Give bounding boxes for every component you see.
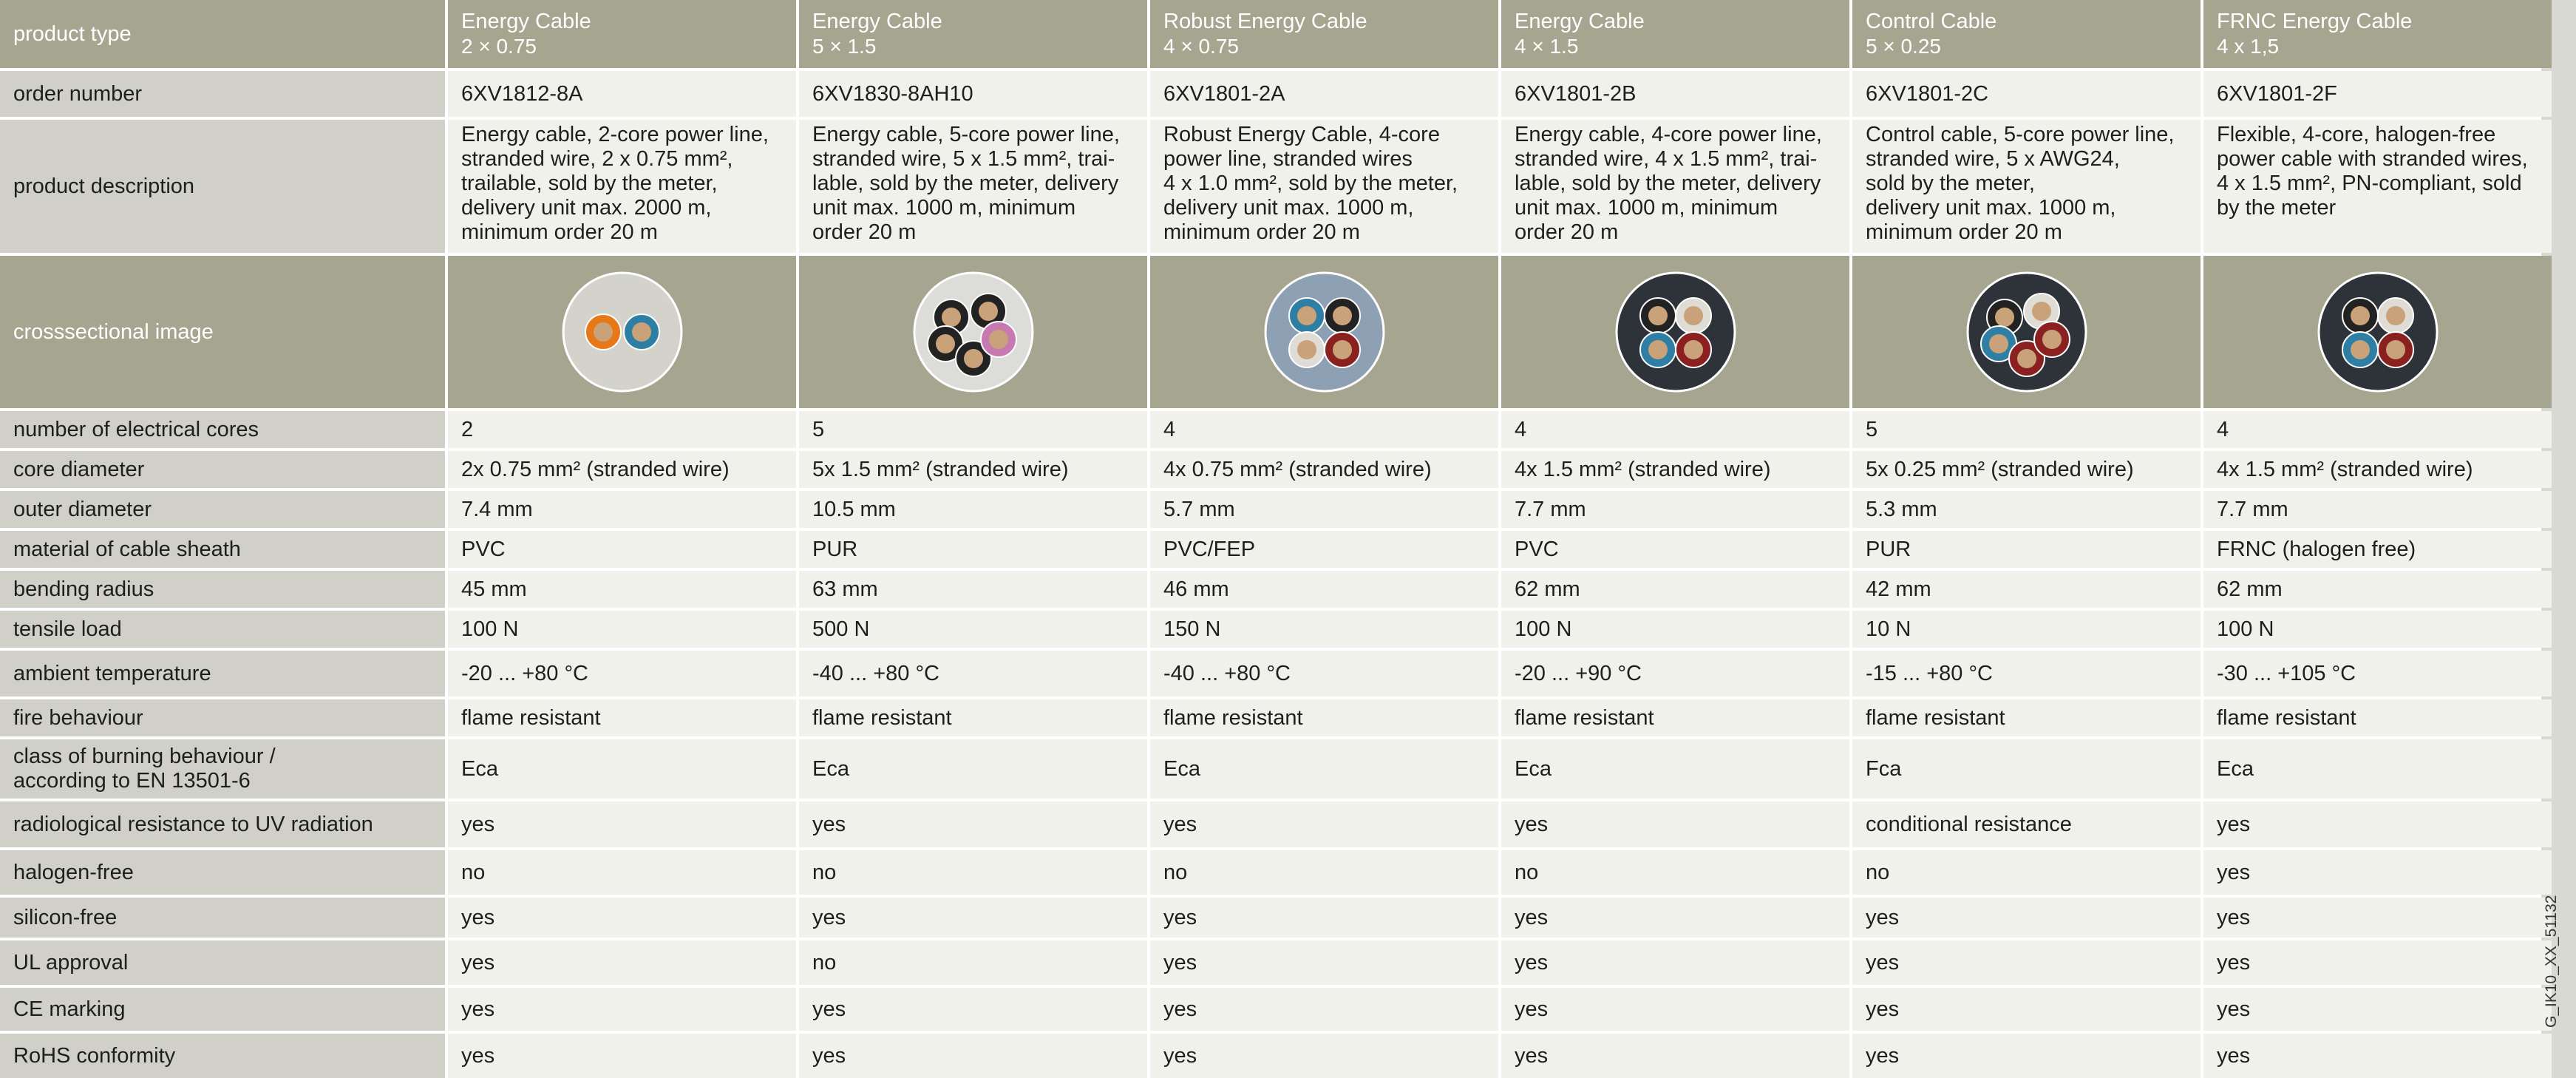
uv-value: conditional resistance (1852, 801, 2201, 847)
burning-class-value: Eca (2203, 739, 2552, 799)
uv-value: yes (1501, 801, 1849, 847)
row-label-rohs: RoHS conformity (0, 1034, 445, 1078)
product-name: Energy Cable (1515, 10, 1645, 33)
ambient-temp-value: -15 ... +80 °C (1852, 651, 2201, 696)
bending-radius-value: 62 mm (1501, 571, 1849, 608)
fire-value: flame resistant (799, 699, 1147, 736)
outer-diameter-value: 5.3 mm (1852, 491, 2201, 528)
cable-core (1325, 298, 1360, 333)
halogen-free-value: yes (2203, 850, 2552, 895)
cable-sheath (1617, 273, 1735, 391)
ce-value: yes (1501, 988, 1849, 1031)
product-size: 5 × 0.25 (1866, 35, 1941, 58)
cross-section-cell (448, 256, 796, 408)
cable-core (981, 322, 1016, 357)
silicon-free-value: yes (1150, 898, 1498, 938)
row-label-bending-radius: bending radius (0, 571, 445, 608)
cores-value: 4 (1501, 411, 1849, 448)
ul-value: no (799, 940, 1147, 985)
description-value: Flexible, 4-core, halogen-free power cable with stranded wires, 4 x 1.5 mm², PN-compliant, sold by the meter (2203, 120, 2552, 253)
cable-sheath (1265, 273, 1384, 391)
row-label-ambient-temp: ambient temperature (0, 651, 445, 696)
cores-value: 4 (1150, 411, 1498, 448)
cable-core (1289, 298, 1325, 333)
row-label-ul: UL approval (0, 940, 445, 985)
cable-core (1676, 298, 1711, 333)
ambient-temp-value: -40 ... +80 °C (1150, 651, 1498, 696)
bending-radius-value: 62 mm (2203, 571, 2552, 608)
ce-value: yes (1852, 988, 2201, 1031)
tensile-load-value: 100 N (1501, 611, 1849, 648)
cable-core (2342, 298, 2378, 333)
ul-value: yes (1150, 940, 1498, 985)
halogen-free-value: no (1852, 850, 2201, 895)
tensile-load-value: 500 N (799, 611, 1147, 648)
uv-value: yes (2203, 801, 2552, 847)
fire-value: flame resistant (1150, 699, 1498, 736)
cable-core (585, 314, 621, 350)
core-diameter-value: 2x 0.75 mm² (stranded wire) (448, 451, 796, 488)
cable-core (1676, 332, 1711, 367)
fire-value: flame resistant (2203, 699, 2552, 736)
silicon-free-value: yes (448, 898, 796, 938)
silicon-free-value: yes (1852, 898, 2201, 938)
core-diameter-value: 5x 0.25 mm² (stranded wire) (1852, 451, 2201, 488)
halogen-free-value: no (1150, 850, 1498, 895)
cable-core (624, 314, 659, 350)
cross-section-cell (2203, 256, 2552, 408)
core-diameter-value: 4x 0.75 mm² (stranded wire) (1150, 451, 1498, 488)
cable-cross-section-icon (1262, 269, 1387, 395)
core-diameter-value: 5x 1.5 mm² (stranded wire) (799, 451, 1147, 488)
row-label-order: order number (0, 71, 445, 117)
bending-radius-value: 63 mm (799, 571, 1147, 608)
rohs-value: yes (799, 1034, 1147, 1078)
cable-cross-section-icon (560, 269, 685, 395)
tensile-load-value: 100 N (448, 611, 796, 648)
ul-value: yes (1852, 940, 2201, 985)
cable-cross-section-icon (1613, 269, 1739, 395)
burning-class-value: Eca (448, 739, 796, 799)
ce-value: yes (448, 988, 796, 1031)
outer-diameter-value: 5.7 mm (1150, 491, 1498, 528)
ul-value: yes (2203, 940, 2552, 985)
burning-class-value: Eca (1150, 739, 1498, 799)
fire-value: flame resistant (1501, 699, 1849, 736)
cable-core (2378, 332, 2413, 367)
ambient-temp-value: -30 ... +105 °C (2203, 651, 2552, 696)
uv-value: yes (448, 801, 796, 847)
order-value: 6XV1801-2C (1852, 71, 2201, 117)
description-value: Energy cable, 5-core power line, stranded wire, 5 x 1.5 mm², trai- lable, sold by the meter, delivery unit max. 1000 m, minimum order 20 m (799, 120, 1147, 253)
row-label-description: product description (0, 120, 445, 253)
row-label-silicon-free: silicon-free (0, 898, 445, 938)
row-label-tensile-load: tensile load (0, 611, 445, 648)
row-label-fire: fire behaviour (0, 699, 445, 736)
cores-value: 5 (1852, 411, 2201, 448)
order-value: 6XV1830-8AH10 (799, 71, 1147, 117)
product-name: FRNC Energy Cable (2217, 10, 2413, 33)
burning-class-value: Fca (1852, 739, 2201, 799)
sheath-value: PUR (1852, 531, 2201, 568)
uv-value: yes (1150, 801, 1498, 847)
cores-value: 4 (2203, 411, 2552, 448)
product-name: Robust Energy Cable (1163, 10, 1367, 33)
silicon-free-value: yes (1501, 898, 1849, 938)
cores-value: 2 (448, 411, 796, 448)
cable-core (1325, 332, 1360, 367)
cable-core (2378, 298, 2413, 333)
order-value: 6XV1801-2B (1501, 71, 1849, 117)
product-size: 4 x 1,5 (2217, 35, 2280, 58)
silicon-free-value: yes (799, 898, 1147, 938)
product-name: Energy Cable (812, 10, 942, 33)
row-label-outer-diameter: outer diameter (0, 491, 445, 528)
cross-section-cell (1501, 256, 1849, 408)
description-value: Energy cable, 2-core power line, stranded wire, 2 x 0.75 mm², trailable, sold by the meter, delivery unit max. 2000 m, minimum order 20 m (448, 120, 796, 253)
order-value: 6XV1801-2A (1150, 71, 1498, 117)
cable-core (1640, 298, 1676, 333)
cable-cross-section-icon (2315, 269, 2441, 395)
ambient-temp-value: -20 ... +80 °C (448, 651, 796, 696)
product-type-header (448, 0, 796, 68)
product-name: Control Cable (1866, 10, 1997, 33)
sheath-value: PVC (448, 531, 796, 568)
description-value: Control cable, 5-core power line, stranded wire, 5 x AWG24, sold by the meter, delivery unit max. 1000 m, minimum order 20 m (1852, 120, 2201, 253)
row-label-uv: radiological resistance to UV radiation (0, 801, 445, 847)
ce-value: yes (1150, 988, 1498, 1031)
cable-cross-section-icon (911, 269, 1036, 395)
row-label-sheath: material of cable sheath (0, 531, 445, 568)
order-value: 6XV1801-2F (2203, 71, 2552, 117)
sheath-value: PVC/FEP (1150, 531, 1498, 568)
cable-core (2034, 322, 2070, 357)
product-name: Energy Cable (461, 10, 591, 33)
cable-core (1289, 332, 1325, 367)
row-label-burning-class: class of burning behaviour / according to EN 13501-6 (0, 739, 445, 799)
cable-sheath (563, 273, 682, 391)
product-type-header (799, 0, 1147, 68)
tensile-load-value: 10 N (1852, 611, 2201, 648)
cable-core (1640, 332, 1676, 367)
product-size: 4 × 0.75 (1163, 35, 1239, 58)
cross-section-cell (799, 256, 1147, 408)
product-size: 2 × 0.75 (461, 35, 537, 58)
rohs-value: yes (1852, 1034, 2201, 1078)
order-value: 6XV1812-8A (448, 71, 796, 117)
product-type-header (2203, 0, 2552, 68)
rohs-value: yes (2203, 1034, 2552, 1078)
rohs-value: yes (1501, 1034, 1849, 1078)
fire-value: flame resistant (1852, 699, 2201, 736)
sheath-value: PVC (1501, 531, 1849, 568)
ul-value: yes (448, 940, 796, 985)
description-value: Energy cable, 4-core power line, stranded wire, 4 x 1.5 mm², trai- lable, sold by the meter, delivery unit max. 1000 m, minimum order 20 m (1501, 120, 1849, 253)
halogen-free-value: no (1501, 850, 1849, 895)
cable-core (2342, 332, 2378, 367)
core-diameter-value: 4x 1.5 mm² (stranded wire) (2203, 451, 2552, 488)
tensile-load-value: 100 N (2203, 611, 2552, 648)
cable-cross-section-icon (1964, 269, 2090, 395)
outer-diameter-value: 7.7 mm (2203, 491, 2552, 528)
cross-section-cell (1852, 256, 2201, 408)
cable-sheath (2319, 273, 2437, 391)
bending-radius-value: 45 mm (448, 571, 796, 608)
outer-diameter-value: 7.7 mm (1501, 491, 1849, 528)
outer-diameter-value: 10.5 mm (799, 491, 1147, 528)
bending-radius-value: 46 mm (1150, 571, 1498, 608)
description-value: Robust Energy Cable, 4-core power line, stranded wires 4 x 1.0 mm², sold by the meter, delivery unit max. 1000 m, minimum order 20 m (1150, 120, 1498, 253)
burning-class-value: Eca (799, 739, 1147, 799)
halogen-free-value: no (448, 850, 796, 895)
product-type-header (1150, 0, 1498, 68)
row-label-cores: number of electrical cores (0, 411, 445, 448)
core-diameter-value: 4x 1.5 mm² (stranded wire) (1501, 451, 1849, 488)
ce-value: yes (2203, 988, 2552, 1031)
rohs-value: yes (448, 1034, 796, 1078)
silicon-free-value: yes (2203, 898, 2552, 938)
row-label-halogen-free: halogen-free (0, 850, 445, 895)
rohs-value: yes (1150, 1034, 1498, 1078)
cores-value: 5 (799, 411, 1147, 448)
ambient-temp-value: -20 ... +90 °C (1501, 651, 1849, 696)
row-label-core-diameter: core diameter (0, 451, 445, 488)
ce-value: yes (799, 988, 1147, 1031)
cross-section-cell (1150, 256, 1498, 408)
bending-radius-value: 42 mm (1852, 571, 2201, 608)
sheath-value: FRNC (halogen free) (2203, 531, 2552, 568)
row-label-image: crosssectional image (0, 256, 445, 408)
product-size: 5 × 1.5 (812, 35, 877, 58)
row-label-ce: CE marking (0, 988, 445, 1031)
product-type-header (1852, 0, 2201, 68)
row-label-header: product type (0, 0, 445, 68)
ambient-temp-value: -40 ... +80 °C (799, 651, 1147, 696)
product-type-header (1501, 0, 1849, 68)
halogen-free-value: no (799, 850, 1147, 895)
burning-class-value: Eca (1501, 739, 1849, 799)
fire-value: flame resistant (448, 699, 796, 736)
uv-value: yes (799, 801, 1147, 847)
product-size: 4 × 1.5 (1515, 35, 1579, 58)
sheath-value: PUR (799, 531, 1147, 568)
outer-diameter-value: 7.4 mm (448, 491, 796, 528)
tensile-load-value: 150 N (1150, 611, 1498, 648)
ul-value: yes (1501, 940, 1849, 985)
figure-id: G_IK10_XX_51132 (2543, 895, 2560, 1028)
